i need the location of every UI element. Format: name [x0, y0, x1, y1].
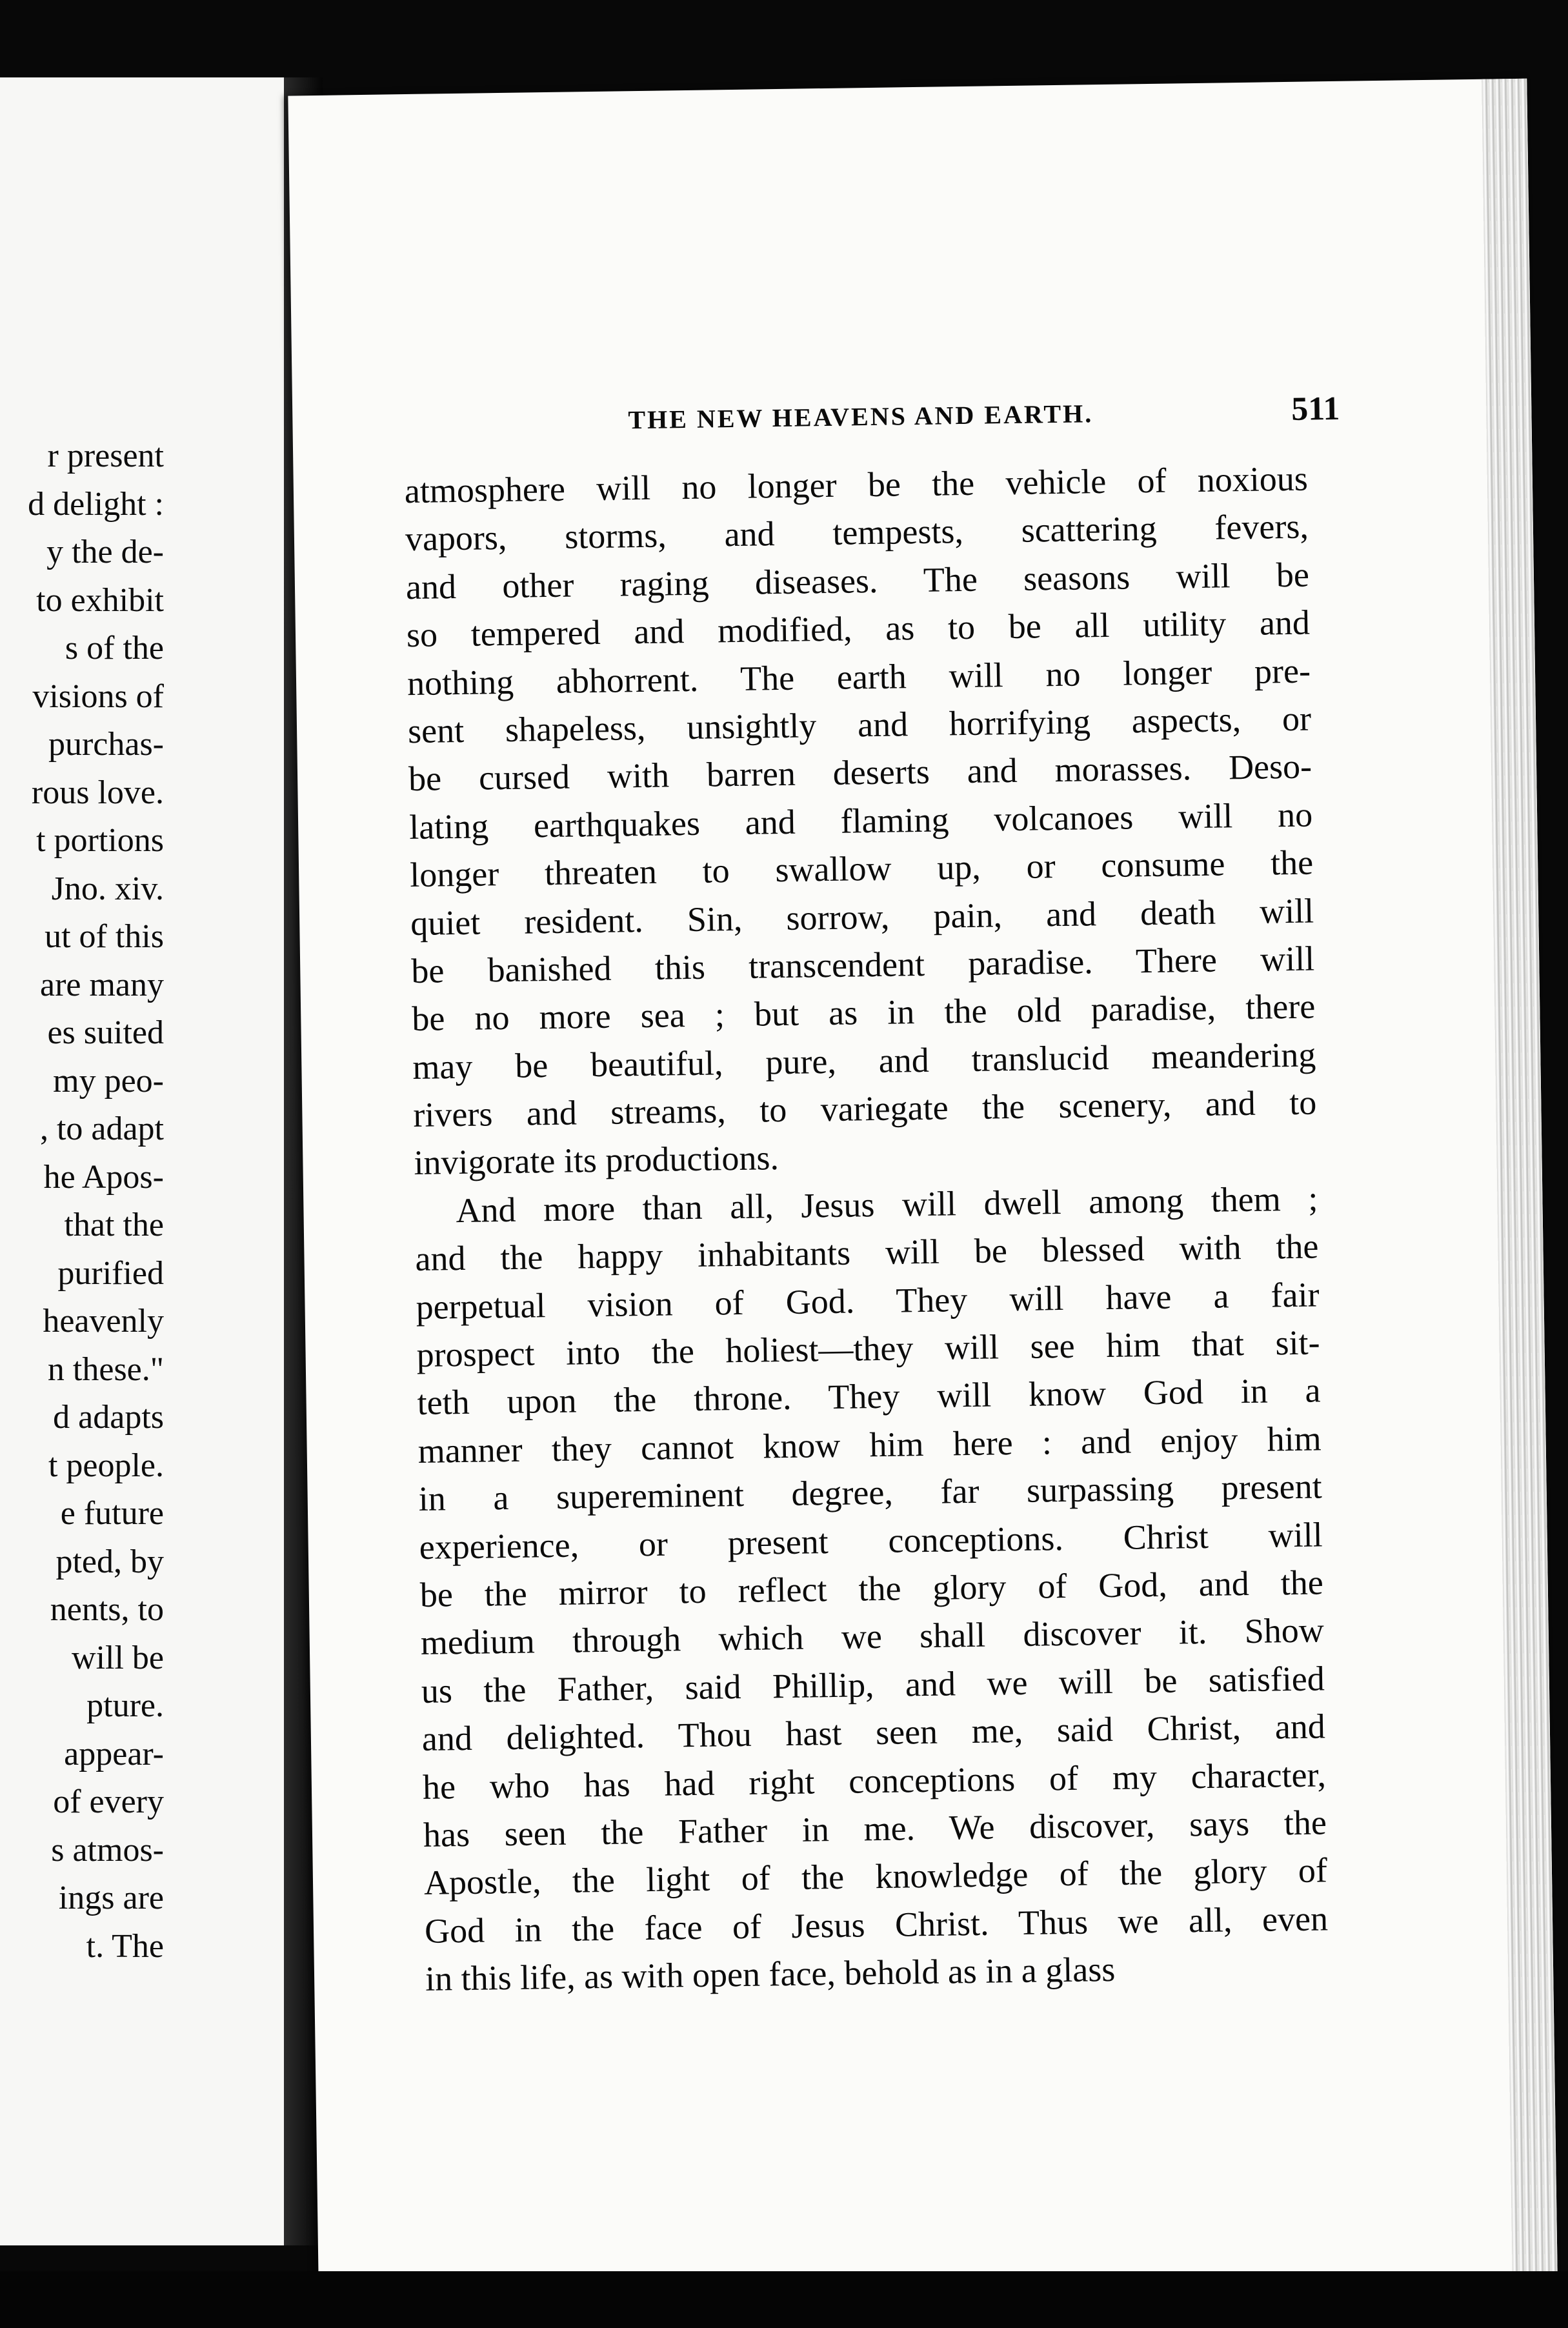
left-line: rous love. [31, 774, 164, 811]
left-line: e future [60, 1495, 164, 1532]
text-line: longer threaten to swallow up, or consume the [409, 843, 1314, 895]
text-line: and the happy inhabitants will be blessed with the [415, 1227, 1319, 1279]
left-line: ings are [58, 1880, 164, 1916]
text-line: be no more sea ; but as in the old paradise, there [411, 987, 1316, 1039]
text-line: nothing abhorrent. The earth will no longer pre- [407, 651, 1311, 703]
left-line: es suited [47, 1014, 164, 1051]
left-line: t. The [86, 1927, 164, 1965]
left-line: pture. [86, 1687, 164, 1724]
running-title: THE NEW HEAVENS AND EARTH. [628, 399, 1094, 435]
left-line: r present [47, 437, 164, 474]
page-edge [1482, 79, 1557, 2273]
page-number: 511 [1291, 390, 1340, 428]
left-line: purified [57, 1254, 164, 1292]
left-line: heavenly [43, 1303, 164, 1340]
text-line: be banished this transcendent paradise. There will [410, 939, 1315, 990]
left-line: my peo- [53, 1062, 164, 1099]
left-line: that the [64, 1207, 164, 1243]
text-line: be the mirror to reflect the glory of God, and the [419, 1563, 1324, 1614]
text-line: rivers and streams, to variegate the scenery, and to [413, 1083, 1317, 1135]
body-text [404, 455, 1329, 2003]
running-header [292, 388, 1422, 435]
text-line: perpetual vision of God. They will have a fair [416, 1275, 1320, 1327]
left-page [0, 77, 284, 2245]
left-line: n these." [47, 1350, 164, 1388]
left-line: y the de- [46, 534, 164, 570]
text-line: God in the face of Jesus Christ. Thus we all, even [424, 1899, 1329, 1951]
left-line: t people. [48, 1447, 164, 1484]
text-line: he who has had right conceptions of my character, [422, 1754, 1327, 1807]
text-line: invigorate its productions. [414, 1138, 779, 1183]
left-line: to exhibit [36, 581, 164, 619]
text-line: medium through which we shall discover it. Show [420, 1611, 1325, 1663]
left-line: visions of [32, 677, 164, 715]
text-line: so tempered and modified, as to be all utility and [406, 603, 1311, 655]
text-line: and delighted. Thou hast seen me, said Christ, and [421, 1707, 1326, 1759]
left-line: t portions [36, 822, 164, 859]
left-line: pted, by [55, 1543, 164, 1580]
text-line: sent shapeless, unsightly and horrifying aspects, or [407, 699, 1312, 751]
left-line: Jno. xiv. [51, 870, 164, 907]
left-line: s atmos- [51, 1831, 164, 1869]
left-line: s of the [65, 630, 164, 667]
left-line: appear- [64, 1735, 164, 1772]
text-line: vapors, storms, and tempests, scattering fevers, [405, 507, 1309, 559]
left-line: d delight : [28, 485, 164, 523]
text-line: in this life, as with open face, behold as in a glass [425, 1950, 1116, 1998]
left-line: of every [53, 1783, 164, 1820]
left-page-text [0, 432, 164, 1971]
text-line: atmosphere will no longer be the vehicle of noxious [404, 459, 1309, 511]
left-line: are many [39, 966, 164, 1003]
text-line: may be beautiful, pure, and translucid meandering [412, 1035, 1316, 1087]
left-line: ut of this [45, 918, 164, 955]
text-line: prospect into the holiest—they will see him that sit- [416, 1323, 1320, 1375]
text-line: has seen the Father in me. We discover, says the [423, 1803, 1327, 1854]
text-line: us the Father, said Phillip, and we will be satisfied [421, 1659, 1325, 1711]
left-line: purchas- [48, 726, 164, 763]
left-line: he Apos- [43, 1158, 164, 1196]
text-line: and other raging diseases. The seasons will be [405, 555, 1310, 607]
text-line: lating earthquakes and flaming volcanoes will no [408, 795, 1313, 847]
text-line: teth upon the throne. They will know God in a [417, 1370, 1321, 1423]
text-line: quiet resident. Sin, sorrow, pain, and death will [410, 891, 1314, 943]
left-line: d adapts [53, 1399, 164, 1436]
text-line: be cursed with barren deserts and morasses. Deso- [408, 747, 1312, 799]
text-line: experience, or present conceptions. Christ will [419, 1514, 1323, 1567]
left-line: will be [72, 1639, 164, 1676]
text-line: in a supereminent degree, far surpassing present [418, 1467, 1323, 1519]
text-line: And more than all, Jesus will dwell among them ; [456, 1179, 1318, 1230]
left-line: , to adapt [39, 1110, 164, 1147]
right-page [288, 79, 1557, 2289]
text-line: Apostle, the light of the knowledge of the glory of [423, 1851, 1328, 1903]
left-line: nents, to [50, 1591, 164, 1628]
text-line: manner they cannot know him here : and enjoy him [417, 1419, 1322, 1470]
scan-background [0, 2271, 1568, 2328]
